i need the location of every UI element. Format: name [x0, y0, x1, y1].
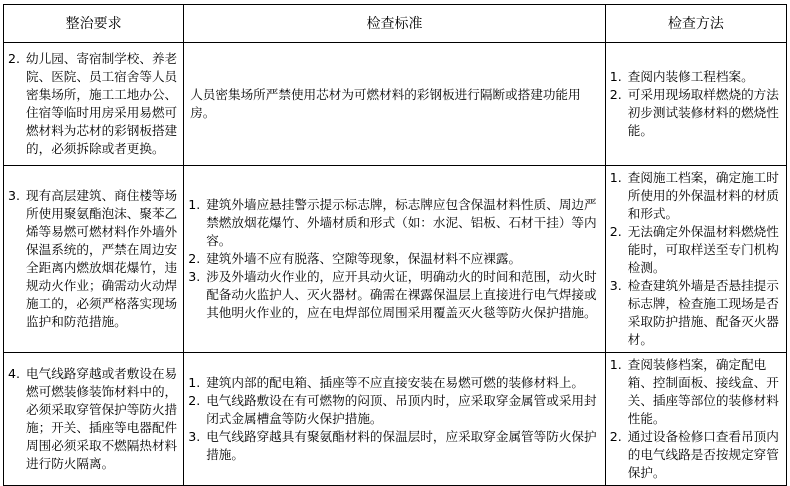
header-standard: 检查标准 [184, 5, 606, 43]
item-text: 电气线路穿越具有聚氨酯材料的保温层时，应采取穿金属管等防火保护措施。 [206, 429, 597, 462]
table-row [4, 166, 787, 353]
item-text: 查阅施工档案，确定施工时所使用的外保温材料的材质和形式。 [627, 170, 779, 221]
list-item [610, 428, 782, 482]
table-row [4, 43, 787, 166]
item-number: 3. [188, 429, 201, 444]
item-text: 电气线路敷设在有可燃物的闷顶、吊顶内时，应采取穿金属管或采用封闭式金属槽盒等防火保护措施。 [206, 393, 597, 426]
list-item [610, 277, 782, 349]
list-item [188, 268, 601, 322]
table-row [4, 353, 787, 486]
item-text: 查阅内装修工程档案。 [627, 69, 754, 84]
requirement-cell [4, 353, 184, 486]
item-number: 2. [188, 251, 201, 266]
item-number: 2. [609, 429, 622, 444]
requirement-cell [4, 43, 184, 166]
list-item [8, 365, 179, 473]
item-number: 3. [8, 188, 21, 203]
method-cell [605, 166, 786, 353]
list-item [8, 187, 179, 331]
standard-cell [184, 166, 606, 353]
header-method: 检查方法 [605, 5, 786, 43]
list-item [610, 86, 782, 140]
list-item [610, 169, 782, 223]
item-number: 2. [8, 51, 21, 66]
item-number: 1. [609, 170, 622, 185]
standard-cell [184, 43, 606, 166]
list-item [188, 374, 601, 392]
item-text: 查阅装修档案，确定配电箱、控制面板、接线盒、开关、插座等部位的装修材料性能。 [627, 357, 779, 426]
item-text: 建筑外墙应悬挂警示提示标志牌，标志牌应包含保温材料性质、周边严禁燃放烟花爆竹、外墙材质和形式（如：水泥、铝板、石材干挂）等内容。 [206, 197, 597, 248]
inspection-table [3, 4, 787, 486]
item-number: 3. [609, 278, 622, 293]
item-text: 无法确定外保温材料燃烧性能时，可取样送至专门机构检测。 [627, 224, 779, 275]
item-text: 幼儿园、寄宿制学校、养老院、医院、员工宿舍等人员密集场所，施工工地办公、住宿等临时用房采用易燃可燃材料为芯材的彩钢板搭建的，必须拆除或者更换。 [26, 51, 178, 156]
item-text: 现有高层建筑、商住楼等场所使用聚氨酯泡沫、聚苯乙烯等易燃可燃材料作外墙外保温系统的，严禁在周边安全距离内燃放烟花爆竹，违规动火作业；确需动火动焊施工的，必须严格落实现场监护和防范措施。 [26, 188, 178, 329]
item-number: 2. [609, 224, 622, 239]
list-item [610, 223, 782, 277]
header-requirement: 整治要求 [4, 5, 184, 43]
item-text: 检查建筑外墙是否悬挂提示标志牌，检查施工现场是否采取防护措施、配备灭火器材。 [627, 278, 779, 347]
item-text: 通过设备检修口查看吊顶内的电气线路是否按规定穿管保护。 [627, 429, 779, 480]
standard-cell [184, 353, 606, 486]
method-cell [605, 353, 786, 486]
list-item [610, 356, 782, 428]
list-item [188, 250, 601, 268]
item-number: 1. [188, 197, 201, 212]
item-number: 1. [609, 357, 622, 372]
item-number: 1. [188, 375, 201, 390]
header-row [4, 5, 787, 43]
list-item [8, 50, 179, 158]
list-item [188, 196, 601, 250]
method-cell [605, 43, 786, 166]
item-text: 建筑外墙不应有脱落、空隙等现象，保温材料不应裸露。 [206, 251, 522, 266]
item-number: 4. [8, 366, 21, 381]
item-text: 涉及外墙动火作业的，应开具动火证，明确动火的时间和范围，动火时配备动火监护人、灭火器材。确需在裸露保温层上直接进行电气焊接或其他明火作业的，应在电焊部位周围采用覆盖灭火毯等防火保护措施。 [206, 269, 597, 320]
standard-text: 人员密集场所严禁使用芯材为可燃材料的彩钢板进行隔断或搭建功能用房。 [190, 87, 581, 120]
item-text: 电气线路穿越或者敷设在易燃可燃装修装饰材料中的，必须采取穿管保护等防火措施；开关、插座等电器配件周围必须采取不燃隔热材料进行防火隔离。 [26, 366, 178, 471]
item-text: 建筑内部的配电箱、插座等不应直接安装在易燃可燃的装修材料上。 [206, 375, 585, 390]
list-item [188, 392, 601, 428]
item-text: 可采用现场取样燃烧的方法初步测试装修材料的燃烧性能。 [627, 87, 779, 138]
item-number: 3. [188, 269, 201, 284]
list-item [610, 68, 782, 86]
item-number: 1. [609, 69, 622, 84]
list-item [188, 428, 601, 464]
item-number: 2. [188, 393, 201, 408]
requirement-cell [4, 166, 184, 353]
item-number: 2. [609, 87, 622, 102]
